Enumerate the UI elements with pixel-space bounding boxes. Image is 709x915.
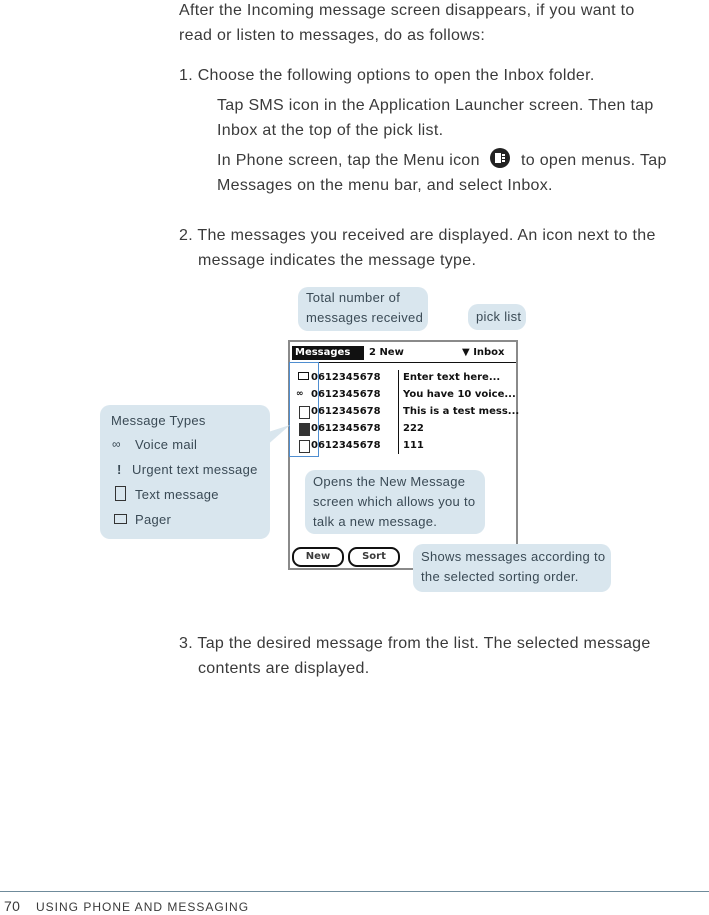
new-button[interactable]: New <box>292 547 344 567</box>
row-text[interactable]: Enter text here... <box>403 372 501 383</box>
row-number[interactable]: 0612345678 <box>311 423 381 434</box>
device-screen <box>288 340 518 570</box>
row-text[interactable]: 222 <box>403 423 424 434</box>
row-number[interactable]: 0612345678 <box>311 440 381 451</box>
callout-total-line-2: messages received <box>306 310 424 325</box>
row-number[interactable]: 0612345678 <box>311 406 381 417</box>
page-number: 70 <box>4 898 21 914</box>
type-urgent-label: Urgent text message <box>132 462 258 477</box>
folder-label: Inbox <box>473 347 505 358</box>
callout-total-messages <box>298 287 428 331</box>
voicemail-icon: ∞ <box>296 389 304 399</box>
callout-sort-button <box>413 544 611 592</box>
type-voice-label: Voice mail <box>135 437 198 452</box>
callout-pointer <box>265 425 295 455</box>
step1-title: 1. Choose the following options to open the Inbox folder. <box>179 67 595 84</box>
inbox-picklist[interactable] <box>462 348 505 358</box>
callout-new-line-3: talk a new message. <box>313 514 438 529</box>
screen-title: Messages <box>295 347 351 358</box>
intro-line-1: After the Incoming message screen disappears, if you want to <box>179 2 635 19</box>
step1-option-b-line-2: Messages on the menu bar, and select Inbox. <box>217 177 553 194</box>
step1-option-a-line-2: Inbox at the top of the pick list. <box>217 122 444 139</box>
callout-total-line-1: Total number of <box>306 290 401 305</box>
header-divider <box>290 362 516 363</box>
callout-new-button <box>305 470 485 534</box>
pager-icon <box>114 514 127 524</box>
row-number[interactable]: 0612345678 <box>311 372 381 383</box>
step2-line-1: 2. The messages you received are displayed. An icon next to the <box>179 227 656 244</box>
intro-line-2: read or listen to messages, do as follows: <box>179 27 486 44</box>
callout-new-line-1: Opens the New Message <box>313 474 466 489</box>
voicemail-icon: ∞ <box>112 437 121 451</box>
callout-picklist-label: pick list <box>476 309 522 324</box>
row-text[interactable]: 111 <box>403 440 424 451</box>
row-text[interactable]: You have 10 voice... <box>403 389 516 400</box>
text-message-icon <box>115 486 126 501</box>
footer-section-title: USING PHONE AND MESSAGING <box>36 900 250 914</box>
exclamation-icon: ! <box>117 462 122 477</box>
step1-option-a-line-1: Tap SMS icon in the Application Launcher screen. Then tap <box>217 97 654 114</box>
step1-option-b-line-1a: In Phone screen, tap the Menu icon <box>217 152 480 169</box>
row-text[interactable]: This is a test mess... <box>403 406 520 417</box>
row-number[interactable]: 0612345678 <box>311 389 381 400</box>
callout-sort-line-2: the selected sorting order. <box>421 569 579 584</box>
step3-line-1: 3. Tap the desired message from the list. The selected message <box>179 635 651 652</box>
menu-icon <box>490 148 510 168</box>
footer-divider <box>0 891 709 892</box>
callout-picklist <box>468 304 526 330</box>
new-count: 2 New <box>369 347 404 358</box>
type-pager-label: Pager <box>135 512 172 527</box>
callout-new-line-2: screen which allows you to <box>313 494 476 509</box>
step3-line-2: contents are displayed. <box>198 660 370 677</box>
triangle-down-icon: ▼ <box>462 347 470 358</box>
type-text-label: Text message <box>135 487 219 502</box>
column-divider <box>398 370 399 454</box>
step2-line-2: message indicates the message type. <box>198 252 477 269</box>
callout-message-types <box>100 405 270 539</box>
message-types-title: Message Types <box>111 413 206 428</box>
step1-option-b-line-1b: to open menus. Tap <box>521 152 667 169</box>
sort-button[interactable]: Sort <box>348 547 400 567</box>
callout-sort-line-1: Shows messages according to <box>421 549 606 564</box>
